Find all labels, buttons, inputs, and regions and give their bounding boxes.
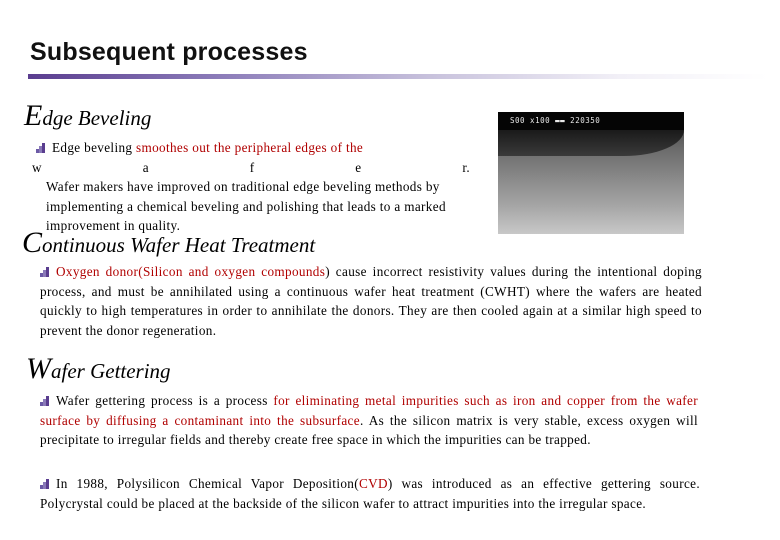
stair-bullet-icon (40, 479, 50, 489)
edge-paragraph-1 (32, 138, 476, 177)
edge-p1-lead: Edge beveling (52, 140, 136, 155)
spaced-letter: a (142, 159, 149, 175)
stair-bullet-icon (40, 396, 50, 406)
edge-p1-spaced-line (32, 158, 470, 178)
heading-cwht-cap: C (22, 226, 43, 259)
spaced-letter: w (32, 159, 42, 175)
heading-gettering-rest: afer Gettering (51, 359, 171, 383)
stair-bullet-icon (40, 267, 50, 277)
spaced-letter: e (355, 159, 362, 175)
wafer-edge-photo (498, 112, 684, 234)
heading-gettering-cap: W (26, 352, 51, 385)
gettering-p2-rest: ) was introduced as an effective gettering source. Polycrystal could be placed at the backside of the silicon wafer to attract impurities into the irregular space. (40, 476, 700, 511)
cwht-p1-red: Oxygen donor(Silicon and oxygen compounds (56, 264, 326, 279)
heading-edge-beveling (24, 99, 151, 133)
heading-gettering (26, 352, 171, 386)
stair-bullet-icon (36, 143, 46, 153)
heading-cwht (22, 226, 315, 260)
gettering-p2-red: CVD (358, 476, 388, 491)
photo-caption: S00 x100 ▬▬ 220350 (510, 116, 601, 125)
gettering-paragraph-1 (40, 391, 698, 450)
cwht-p1-rest: ) cause incorrect resistivity values during the intentional doping process, and must be annihilated using a continuous wafer heat treatment (CWHT) where the wafers are heated quickly to high temperatures in order to annihilate the donors. They are then cooled again at a similar high speed to prevent the donor regeneration. (40, 264, 703, 338)
gettering-p1-red: for eliminating metal impurities such as iron and copper from the wafer surface by diffusing a contaminant into the subsurface (40, 393, 698, 428)
gettering-p1-lead: Wafer gettering process is a process (56, 393, 274, 408)
heading-edge-rest: dge Beveling (42, 106, 152, 130)
heading-cwht-rest: ontinuous Wafer Heat Treatment (42, 233, 316, 257)
gettering-paragraph-2 (40, 474, 700, 513)
gettering-p2-lead: In 1988, Polysilicon Chemical Vapor Deposition( (56, 476, 359, 491)
cwht-paragraph-1 (40, 262, 702, 340)
heading-edge-cap: E (24, 99, 43, 132)
title-underline (28, 74, 768, 79)
spaced-letter: f (249, 159, 255, 175)
edge-p1-red: smoothes out the peripheral edges of the (136, 140, 364, 155)
spaced-letter: r. (462, 159, 470, 175)
edge-paragraph-2: Wafer makers have improved on traditional edge beveling methods by implementing a chemical beveling and polishing that leads to a marked improvement in quality. (46, 179, 446, 233)
slide-title: Subsequent processes (30, 38, 308, 66)
wafer-edge-shape (498, 130, 684, 156)
gettering-p1-rest: . As the silicon matrix is very stable, excess oxygen will precipitate to irregular fields and thereby create free space in which the impurities can be trapped. (40, 412, 699, 447)
